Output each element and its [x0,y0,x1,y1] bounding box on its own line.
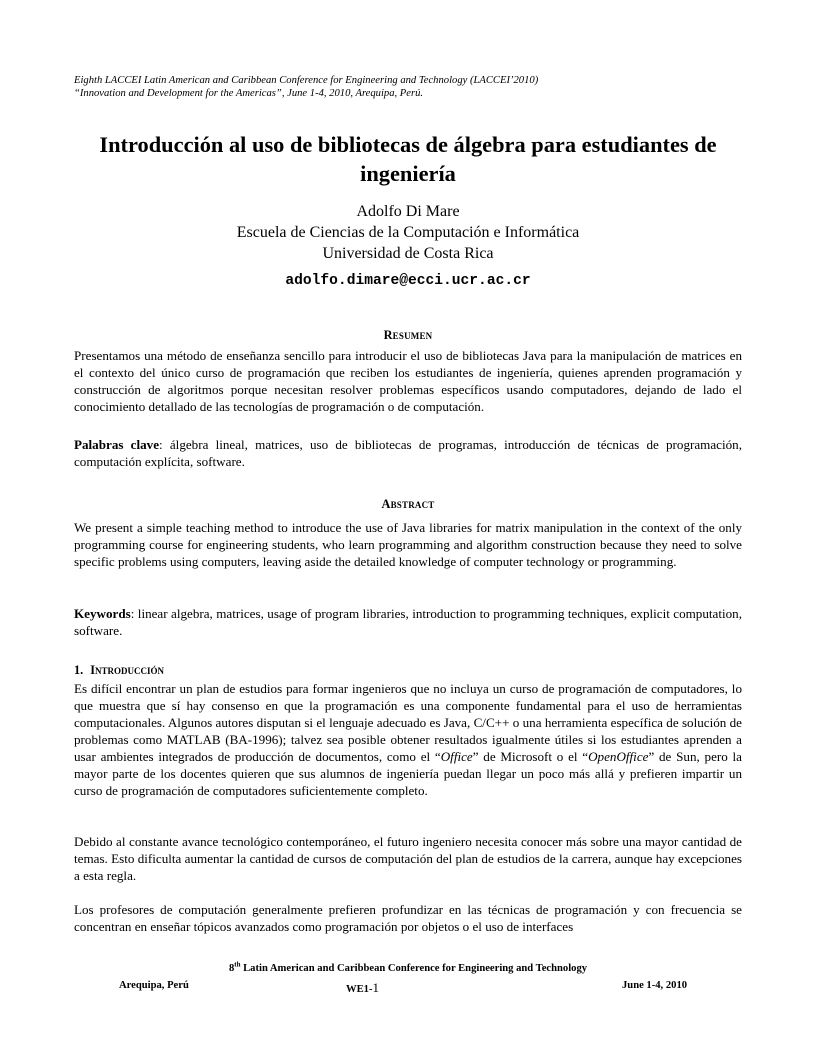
paragraph-text: ” de Microsoft o el “ [472,749,589,764]
section-paragraph-3: Los profesores de computación generalmente prefieren profundizar en las técnicas de programación y con frecuencia se concentran en enseñar tópicos avanzados como programación por objetos o el uso de interfaces [74,902,742,934]
author-email: adolfo.dimare@ecci.ucr.ac.cr [285,273,531,289]
section-paragraph-2: Debido al constante avance tecnológico contemporáneo, el futuro ingeniero necesita conocer más sobre una mayor cantidad de temas. Esto dificulta aumentar la cantidad de cursos de computación del plan de estudios de la carrera, aunque hay excepciones a esta regla. [74,834,742,883]
conference-header-line1: Eighth LACCEI Latin American and Caribbean Conference for Engineering and Technology (LACCEI’2010) [74,75,539,86]
resumen-keywords-label: Palabras clave [74,437,160,452]
section-title: Introducción [90,663,165,677]
footer-ordinal-suffix: th [234,960,241,969]
paper-title-line1: Introducción al uso de bibliotecas de álgebra para estudiantes de [99,132,717,157]
section-heading [74,663,164,678]
conference-header [74,74,742,100]
section-number: 1. [74,663,84,677]
openoffice-term: OpenOffice [588,749,649,764]
abstract-heading: Abstract [381,497,435,511]
paragraph-text: ” de Sun, pero la mayor parte de los docentes quieren que sus alumnos de ingeniería puedan llegar un poco más allá y prefieren impartir un curso de programación de computadores suficientemente completo. [74,749,742,798]
resumen-body: Presentamos una método de enseñanza sencillo para introducir el uso de bibliotecas Java para la manipulación de matrices en el contexto del único curso de programación que reciben los estudiantes de ingeniería, quienes aprenden programación y construcción de algoritmos porque necesitan resolver problemas específicos usando computadores, dejando de lado el conocimiento detallado de las tecnologías de programación o de computación. [74,348,742,414]
footer-ordinal: 8 [228,963,235,974]
footer-page-number: 1 [372,980,379,995]
footer-location: Arequipa, Perú [119,980,189,991]
author-affiliation-line1: Escuela de Ciencias de la Computación e Informática [236,224,580,241]
footer-conference-name: Latin American and Caribbean Conference for Engineering and Technology [240,963,588,974]
author-name: Adolfo Di Mare [356,203,460,220]
paragraph-text: Es difícil encontrar un plan de estudios para formar ingenieros que no incluya un curso de programación de computadores, lo que muestra que sí hay consenso en que la programación es una componente fundamental para el uso de herramientas computacionales. Algunos autores disputan si el lenguaje adecuado es Java, C/C++ o una herramienta específica de solución de problemas como MATLAB (BA-1996); talvez sea posible obtener resultados igualmente útiles si los estudiantes aprenden a usar ambientes integrados de producción de documentos, como el “ [74,681,742,764]
resumen-heading: Resumen [383,328,433,342]
abstract-keywords-label: Keywords [74,606,131,621]
footer-page [346,980,379,996]
abstract-keywords-text: : linear algebra, matrices, usage of program libraries, introduction to programming techniques, explicit computation, software. [74,606,742,638]
abstract-body: We present a simple teaching method to introduce the use of Java libraries for matrix manipulation in the context of the only programming course for engineering students, who learn programming and algorithm construction because they need to solve specific problems using computers, leaving aside the detailed knowledge of computer technology or programming. [74,520,742,569]
paper-title [74,130,742,188]
section-paragraph-1 [74,680,742,799]
footer-page-prefix: WE1- [346,984,373,995]
abstract-keywords [74,605,742,639]
author-block [74,201,742,264]
resumen-keywords-text: : álgebra lineal, matrices, uso de bibliotecas de programas, introducción de técnicas de programación, computación explícita, software. [74,437,742,469]
office-term: Office [440,749,473,764]
footer-conference [74,960,742,974]
resumen-keywords [74,436,742,470]
footer-dates: June 1-4, 2010 [622,980,688,991]
paper-page [74,0,742,1056]
author-affiliation-line2: Universidad de Costa Rica [322,245,494,262]
conference-header-line2: “Innovation and Development for the Americas”, June 1-4, 2010, Arequipa, Perú. [74,88,424,99]
paper-title-line2: ingeniería [360,161,456,186]
